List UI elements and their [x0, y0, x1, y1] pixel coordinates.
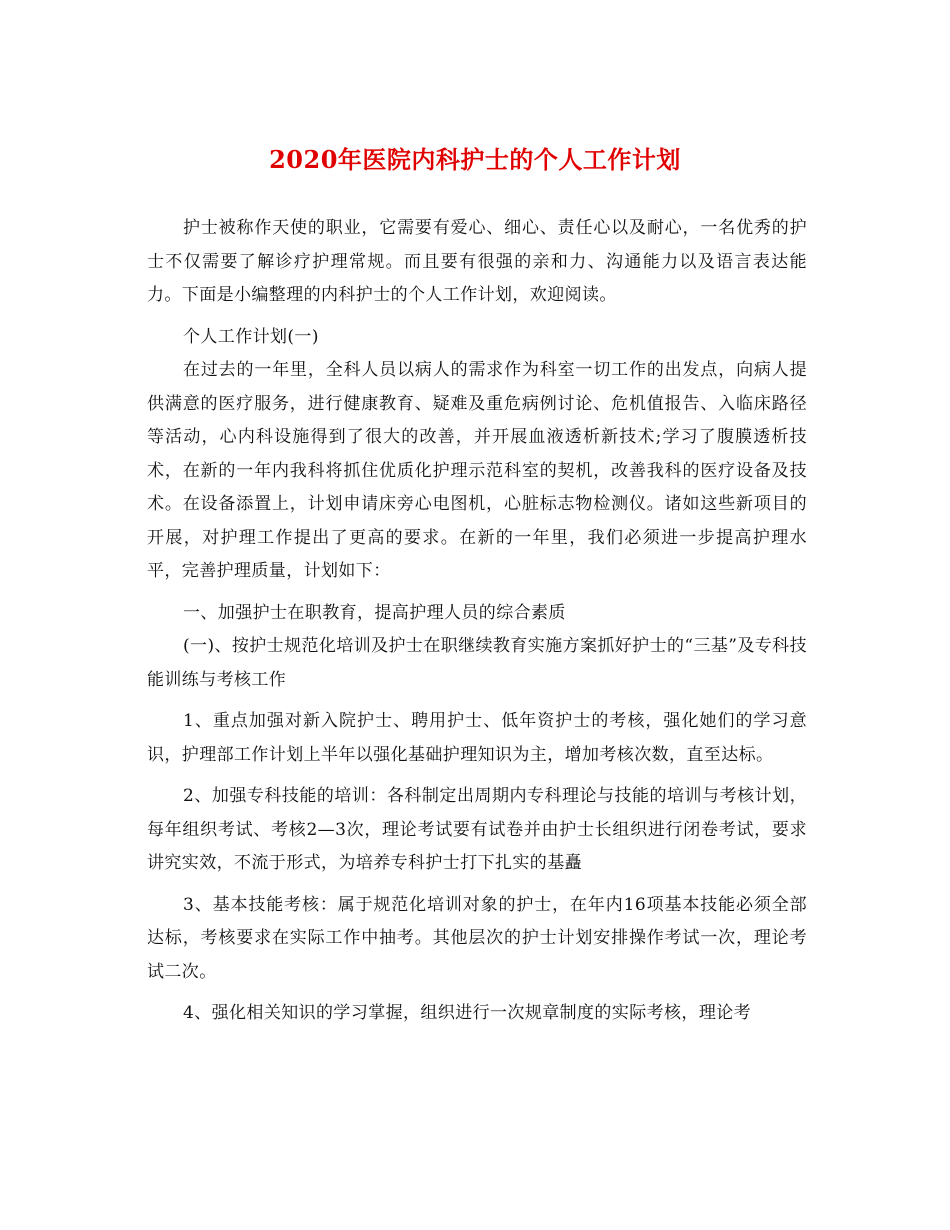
document-body — [147, 212, 807, 1039]
paragraph-item-1: 1、重点加强对新入院护士、聘用护士、低年资护士的考核，强化她们的学习意识，护理部工作计划上半年以强化基础护理知识为主，增加考核次数，直至达标。 — [147, 711, 807, 765]
document-title: 2020年医院内科护士的个人工作计划 — [269, 145, 681, 174]
paragraph-section-heading: 个人工作计划(一) — [183, 326, 319, 347]
paragraph-item-2: 2、加强专科技能的培训：各科制定出周期内专科理论与技能的培训与考核计划，每年组织考试、考核2—3次，理论考试要有试卷并由护士长组织进行闭卷考试，要求讲究实效，不流于形式，为培养专科护士打下扎实的基矗 — [147, 786, 807, 873]
paragraph-item-3: 3、基本技能考核：属于规范化培训对象的护士，在年内16项基本技能必须全部达标，考核要求在实际工作中抽考。其他层次的护士计划安排操作考试一次，理论考试二次。 — [147, 894, 807, 982]
paragraph-heading-1: 一、加强护士在职教育，提高护理人员的综合素质 — [183, 602, 566, 623]
paragraph-review: 在过去的一年里，全科人员以病人的需求作为科室一切工作的出发点，向病人提供满意的医疗服务，进行健康教育、疑难及重危病例讨论、危机值报告、入临床路径等活动，心内科设施得到了很大的改善，并开展血液透析新技术;学习了腹膜透析技术，在新的一年内我科将抓住优质化护理示范科室的契机，改善我科的医疗设备及技术。在设备添置上，计划申请床旁心电图机，心脏标志物检测仪。诸如这些新项目的开展，对护理工作提出了更高的要求。在新的一年里，我们必须进一步提高护理水平，完善护理质量，计划如下： — [147, 360, 807, 581]
paragraph-subheading-1: (一)、按护士规范化培训及护士在职继续教育实施方案抓好护士的“三基”及专科技能训练与考核工作 — [147, 636, 807, 690]
paragraph-intro: 护士被称作天使的职业，它需要有爱心、细心、责任心以及耐心，一名优秀的护士不仅需要了解诊疗护理常规。而且要有很强的亲和力、沟通能力以及语言表达能力。下面是小编整理的内科护士的个人工作计划，欢迎阅读。 — [147, 218, 807, 305]
paragraph-item-4: 4、强化相关知识的学习掌握，组织进行一次规章制度的实际考核，理论考 — [183, 1003, 752, 1023]
